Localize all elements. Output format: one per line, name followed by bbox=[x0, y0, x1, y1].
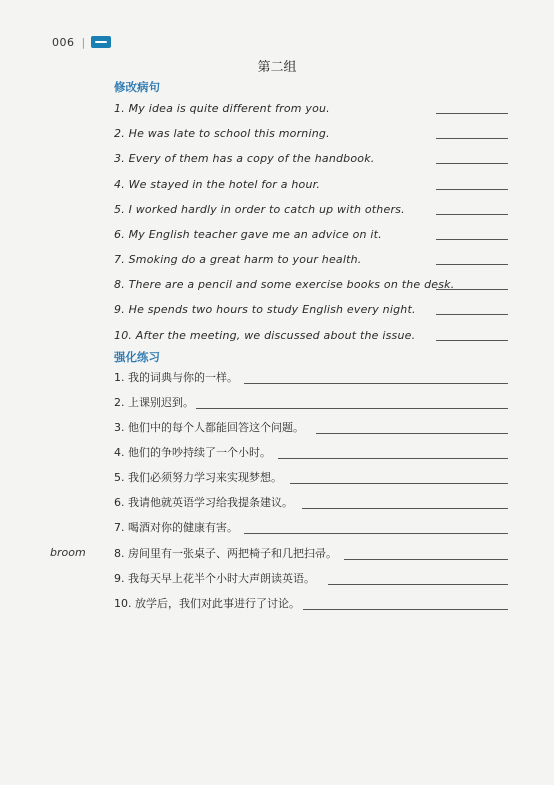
answer-line[interactable] bbox=[436, 163, 508, 164]
correction-item-2 bbox=[114, 125, 508, 141]
correction-item-8 bbox=[114, 276, 508, 292]
practice-item-6 bbox=[114, 495, 508, 511]
page-header bbox=[52, 34, 111, 50]
sentence-text: 3. 他们中的每个人都能回答这个问题。 bbox=[114, 421, 304, 434]
answer-line[interactable] bbox=[196, 408, 508, 409]
correction-item-6 bbox=[114, 226, 508, 242]
answer-line[interactable] bbox=[436, 314, 508, 315]
practice-item-3 bbox=[114, 420, 508, 436]
answer-line[interactable] bbox=[244, 533, 508, 534]
sentence-text: 4. 他们的争吵持续了一个小时。 bbox=[114, 446, 271, 459]
correction-item-5 bbox=[114, 201, 508, 217]
answer-line[interactable] bbox=[303, 609, 508, 610]
sentence-text: 10. 放学后，我们对此事进行了讨论。 bbox=[114, 597, 300, 610]
sentence-text: 6. My English teacher gave me an advice on it. bbox=[114, 228, 382, 241]
answer-line[interactable] bbox=[302, 508, 508, 509]
group-title: 第二组 bbox=[257, 60, 297, 75]
sentence-text: 5. I worked hardly in order to catch up with others. bbox=[114, 203, 405, 216]
practice-item-1 bbox=[114, 370, 508, 386]
answer-line[interactable] bbox=[344, 559, 508, 560]
sentence-text: 8. There are a pencil and some exercise books on the desk. bbox=[114, 278, 455, 291]
book-logo-icon bbox=[91, 36, 111, 48]
sentence-text: 3. Every of them has a copy of the handbook. bbox=[114, 152, 375, 165]
correction-item-4 bbox=[114, 176, 508, 192]
sentence-text: 7. Smoking do a great harm to your health. bbox=[114, 253, 362, 266]
correction-heading: 修改病句 bbox=[114, 80, 160, 94]
answer-line[interactable] bbox=[290, 483, 508, 484]
sentence-text: 9. 我每天早上花半个小时大声朗读英语。 bbox=[114, 572, 315, 585]
sentence-text: 1. My idea is quite different from you. bbox=[114, 102, 330, 115]
practice-item-8 bbox=[114, 546, 508, 562]
sentence-text: 5. 我们必须努力学习来实现梦想。 bbox=[114, 471, 282, 484]
practice-item-4 bbox=[114, 445, 508, 461]
sentence-text: 9. He spends two hours to study English every night. bbox=[114, 303, 416, 316]
answer-line[interactable] bbox=[436, 189, 508, 190]
sentence-text: 2. 上课别迟到。 bbox=[114, 396, 194, 409]
answer-line[interactable] bbox=[436, 214, 508, 215]
page-number: 006 bbox=[52, 35, 75, 49]
sentence-text: 4. We stayed in the hotel for a hour. bbox=[114, 178, 321, 191]
correction-item-9 bbox=[114, 301, 508, 317]
practice-item-5 bbox=[114, 470, 508, 486]
sentence-text: 10. After the meeting, we discussed about the issue. bbox=[114, 329, 416, 342]
answer-line[interactable] bbox=[436, 113, 508, 114]
correction-item-10 bbox=[114, 327, 508, 343]
practice-heading: 强化练习 bbox=[114, 350, 160, 364]
answer-line[interactable] bbox=[436, 340, 508, 341]
practice-item-9 bbox=[114, 571, 508, 587]
answer-line[interactable] bbox=[436, 289, 508, 290]
sentence-text: 2. He was late to school this morning. bbox=[114, 127, 330, 140]
practice-item-10 bbox=[114, 596, 508, 612]
sentence-text: 6. 我请他就英语学习给我提条建议。 bbox=[114, 496, 293, 509]
correction-item-3 bbox=[114, 150, 508, 166]
answer-line[interactable] bbox=[436, 239, 508, 240]
answer-line[interactable] bbox=[436, 138, 508, 139]
correction-item-1 bbox=[114, 100, 508, 116]
sentence-text: 1. 我的词典与你的一样。 bbox=[114, 371, 238, 384]
sentence-text: 7. 喝酒对你的健康有害。 bbox=[114, 521, 238, 534]
margin-note: broom bbox=[50, 546, 86, 559]
correction-item-7 bbox=[114, 251, 508, 267]
header-separator: | bbox=[81, 35, 86, 49]
answer-line[interactable] bbox=[316, 433, 508, 434]
practice-item-7 bbox=[114, 520, 508, 536]
sentence-text: 8. 房间里有一张桌子、两把椅子和几把扫帚。 bbox=[114, 547, 337, 560]
answer-line[interactable] bbox=[436, 264, 508, 265]
answer-line[interactable] bbox=[244, 383, 508, 384]
answer-line[interactable] bbox=[328, 584, 508, 585]
answer-line[interactable] bbox=[278, 458, 508, 459]
practice-item-2 bbox=[114, 395, 508, 411]
